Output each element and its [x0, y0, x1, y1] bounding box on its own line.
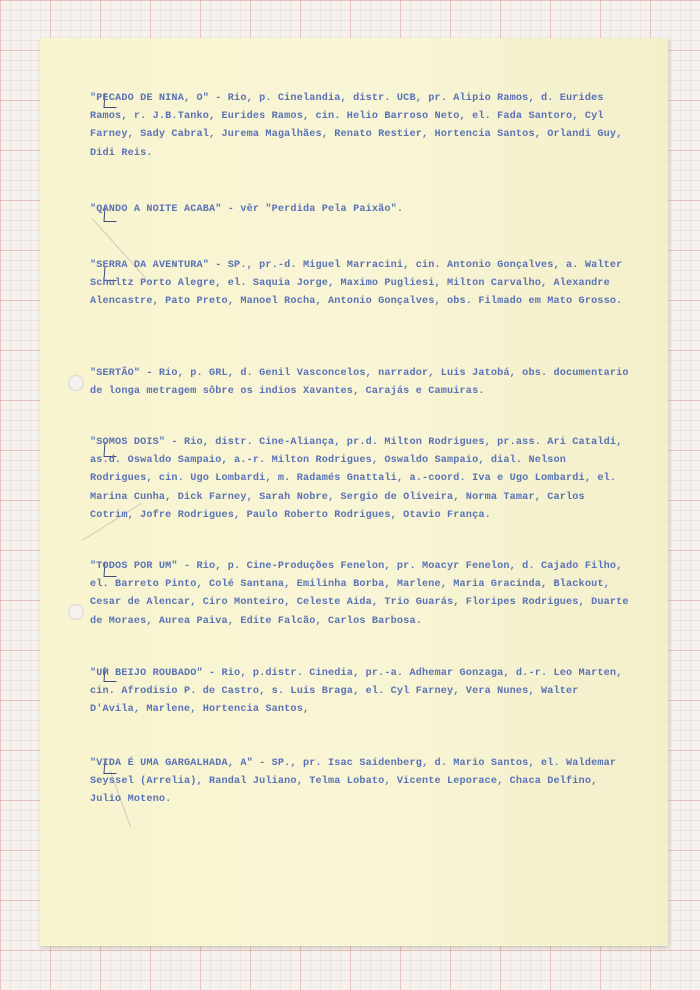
- film-entry-2: "QANDO A NOITE ACABA" - vêr "Perdida Pela Paixão".: [90, 204, 404, 215]
- film-entry-1: "PECADO DE NINA, O" - Rio, p. Cinelandia, distr. UCB, pr. Alipio Ramos, d. Eurides Ramos, r. J.B.Tanko, Eurides Ramos, cin. Helio Barroso Neto, el. Fada Santoro, Cyl Farney, Sady Cabral, Jurema Magalhães, Renato Restier, Hortencia Santos, Orlandi Guy, Didi Reis.: [90, 93, 623, 159]
- film-entry-8: "VIDA É UMA GARGALHADA, A" - SP., pr. Isac Saidenberg, d. Mario Santos, el. Waldemar Seyssel (Arrelia), Randal Juliano, Telma Lobato, Vicente Leporace, Chaса Delfino, Julio Moteno.: [90, 758, 617, 806]
- film-entry-4: "SERTÃO" - Rio, p. GRL, d. Genil Vasconcelos, narrador, Luis Jatobá, obs. documentario de longa metragem sôbre os indios Xavantes, Carajás e Camuiras.: [90, 368, 629, 398]
- film-entry-6: "TODOS POR UM" - Rio, p. Cine-Produções Fenelon, pr. Moacyr Fenelon, d. Cajado Filho, el. Barreto Pinto, Colé Santana, Emilinha Borba, Marlene, Maria Gracinda, Blackout, Cesar de Alencar, Ciro Monteiro, Celeste Aida, Trio Guarás, Floripes Rodrigues, Duarte de Moraes, Aurea Paiva, Edite Falcão, Carlos Barbosa.: [90, 561, 629, 627]
- film-entry-3: "SERRA DA AVENTURA" - SP., pr.-d. Miguel Marracini, cin. Antonio Gonçalves, a. Walter Schultz Porto Alegre, el. Saquia Jorge, Maximo Pugliesi, Milton Carvalho, Alexandre Alencastre, Pato Preto, Manoel Rocha, Antonio Gonçalves, obs. Filmado em Mato Grosso.: [90, 260, 623, 308]
- film-entry-5: "SOMOS DOIS" - Rio, distr. Cine-Aliança, pr.d. Milton Rodrigues, pr.ass. Ari Cataldi, as.d. Oswaldo Sampaio, a.-r. Milton Rodrigues, Oswaldo Sampaio, dial. Nelson Rodrigues, cin. Ugo Lombardi, m. Radamés Gnattali, a.-coord. Iva e Ugo Lombardi, el. Marina Cunha, Dick Farney, Sarah Nobre, Sergio de Oliveira, Norma Tamar, Carlos Cotrim, Jofre Rodrigues, Paulo Roberto Rodrigues, Otavio França.: [90, 437, 623, 521]
- punch-hole-top: [68, 375, 84, 391]
- film-entry-7: "UM BEIJO ROUBADO" - Rio, p.distr. Cinedia, pr.-a. Adhemar Gonzaga, d.-r. Leo Marten, cin. Afrodisio P. de Castro, s. Luis Braga, el. Cyl Farney, Vera Nunes, Walter D'Avila, Marlene, Hortencia Santos,: [90, 668, 623, 716]
- punch-hole-bottom: [68, 604, 84, 620]
